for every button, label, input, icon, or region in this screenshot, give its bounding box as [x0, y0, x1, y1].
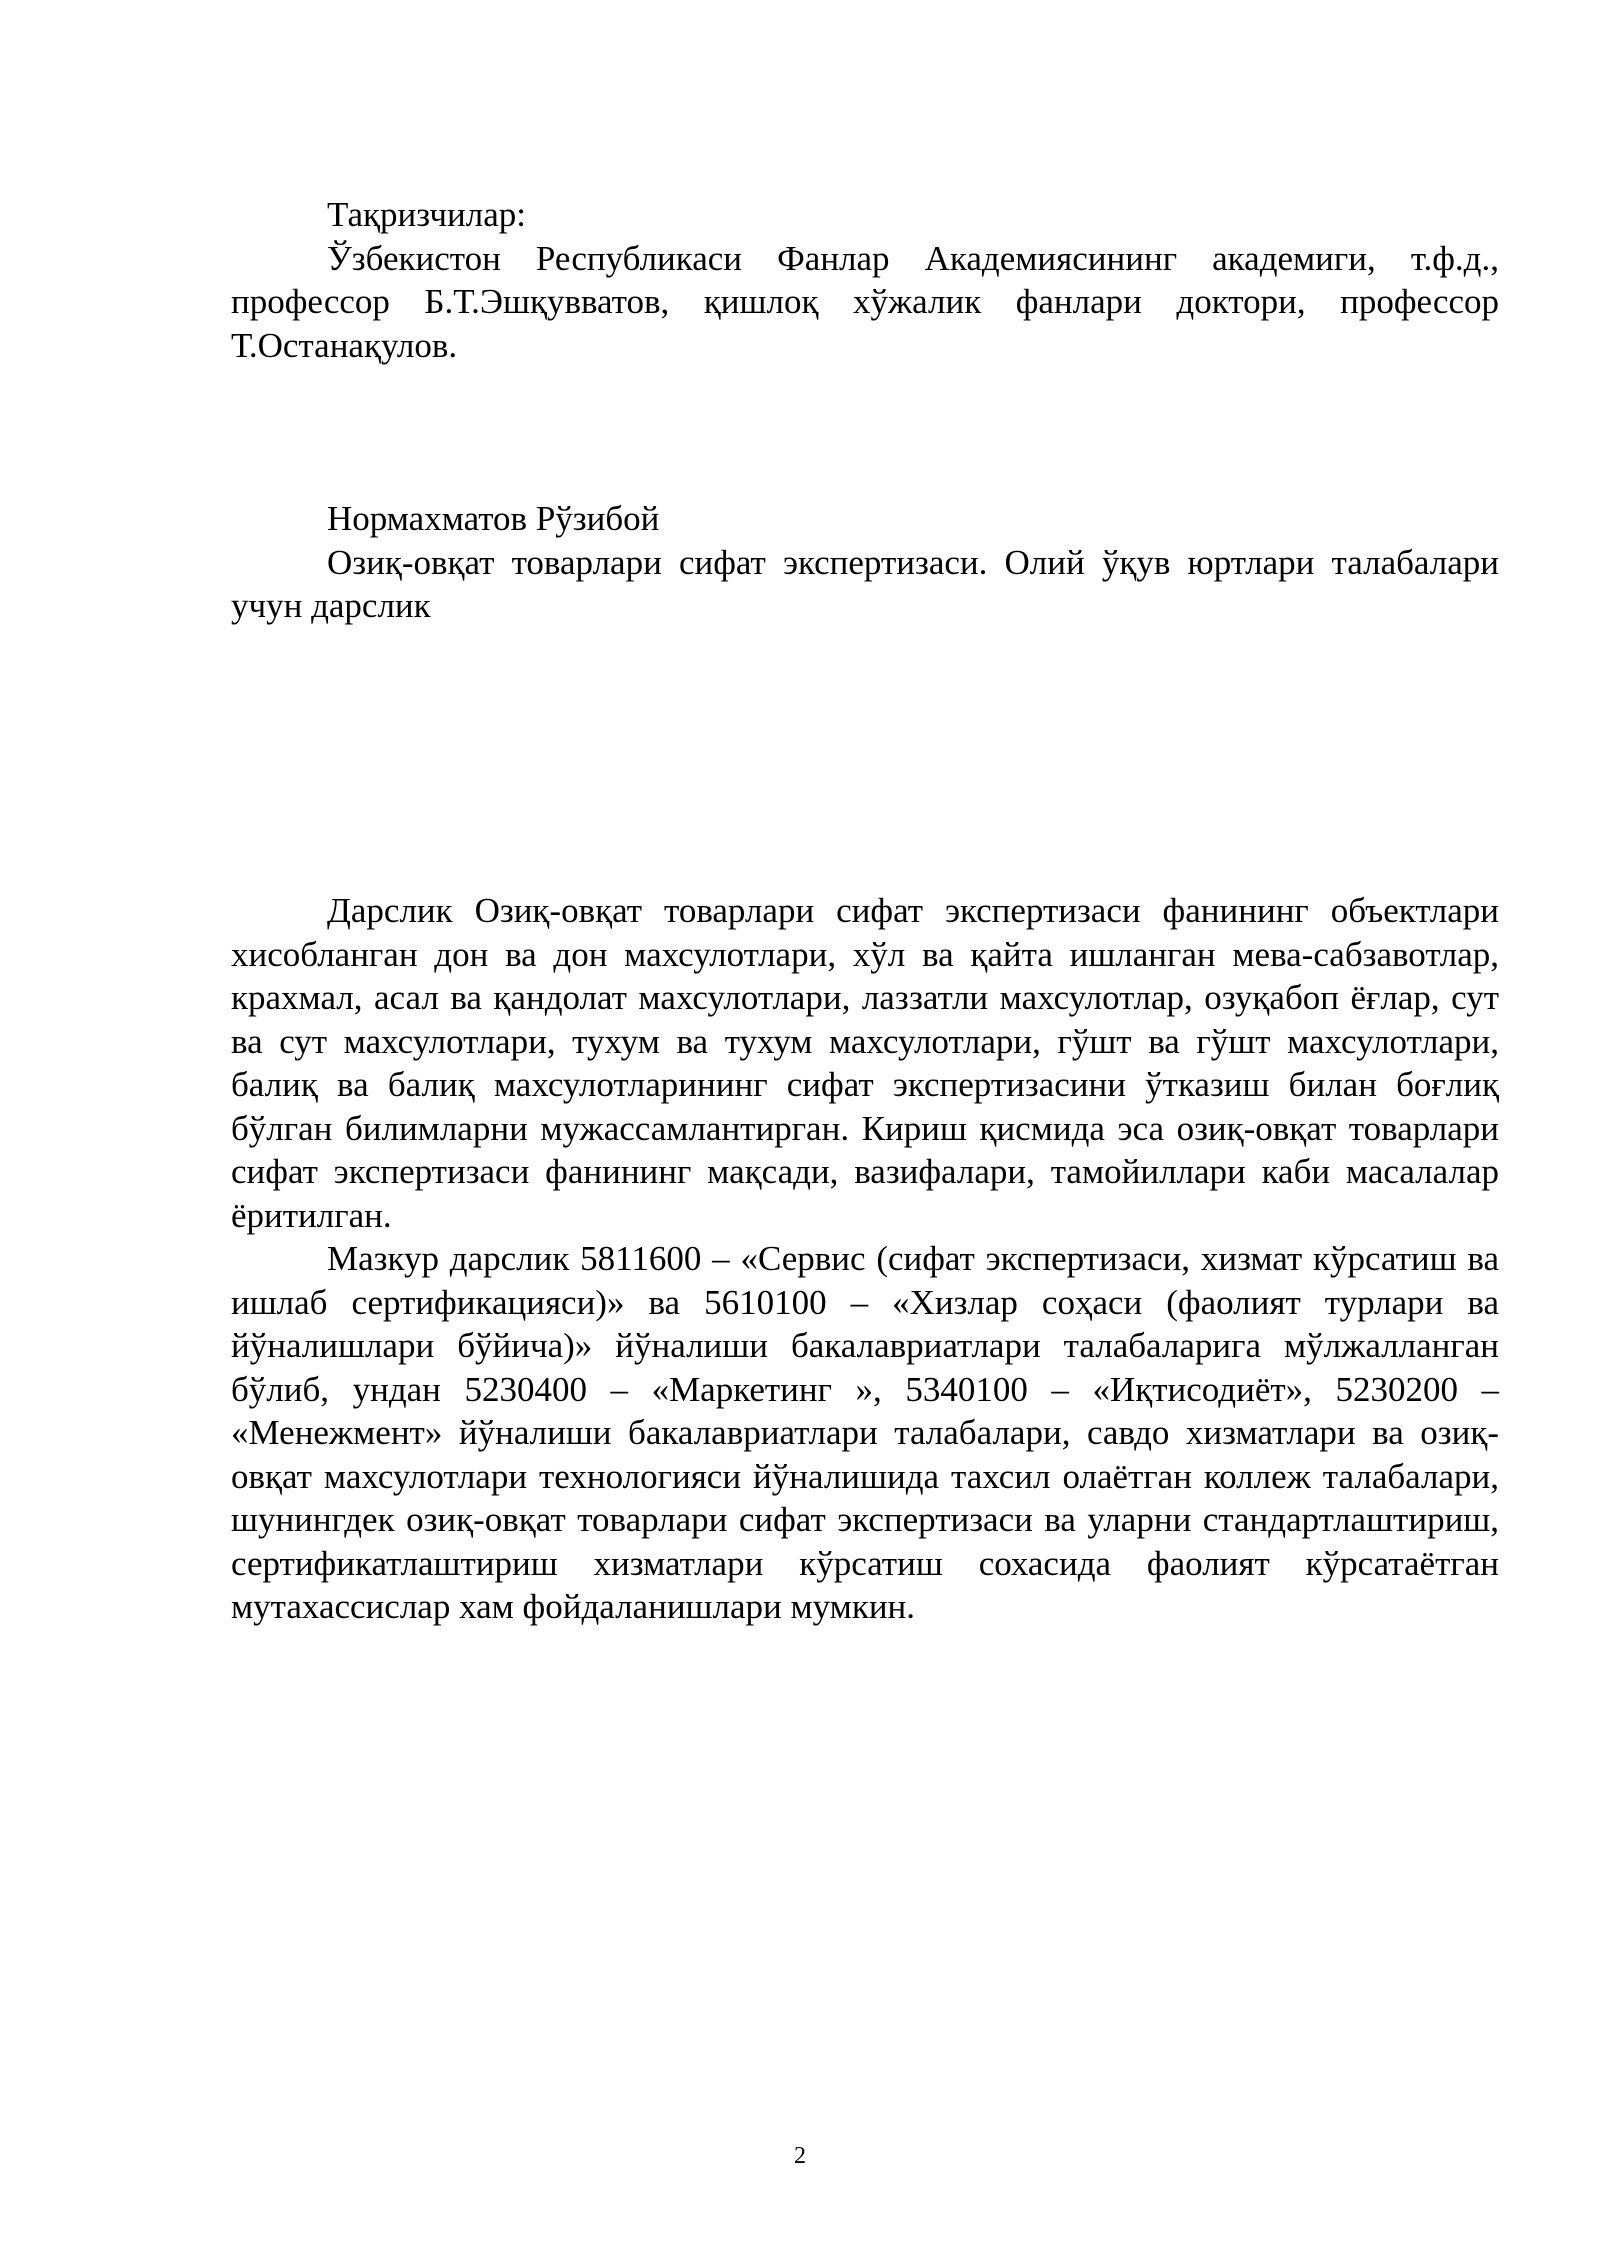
author-section — [231, 497, 1499, 628]
book-title: Озиқ-овқат товарлари сифат экспертизаси. Олий ўқув юртлари талабалари учун дарслик — [231, 542, 1499, 625]
annotation-paragraph-1: Дарслик Озиқ-овқат товарлари сифат экспертизаси фанининг объектлари хисобланган дон ва дон махсулотлари, хўл ва қайта ишланган мева-сабзавотлар, крахмал, асал ва қандолат махсулотлари, лаззатли махсулотлар, озуқабоп ёғлар, сут ва сут махсулотлари, тухум ва тухум махсулотлари, гўшт ва гўшт махсулотлари, балиқ ва балиқ махсулотларининг сифат экспертизасини ўтказиш билан боғлиқ бўлган билимларни мужассамлантирган. Кириш қисмида эса озиқ-овқат товарлари сифат экспертизаси фанининг мақсади, вазифалари, тамойиллари каби масалалар ёритилган. — [231, 891, 1499, 1235]
page-number: 2 — [794, 2143, 806, 2169]
annotation-paragraph-2: Мазкур дарслик 5811600 – «Сервис (сифат экспертизаси, хизмат кўрсатиш ва ишлаб сертификацияси)» ва 5610100 – «Хизлар соҳаси (фаолият турлари ва йўналишлари бўйича)» йўналиши бакалавриатлари талабаларига мўлжалланган бўлиб, ундан 5230400 – «Маркетинг », 5340100 – «Иқтисодиёт», 5230200 – «Менежмент» йўналиши бакалавриатлари талабалари, савдо хизматлари ва озиқ-овқат махсулотлари технологияси йўналишида тахсил олаётган коллеж талабалари, шунингдек озиқ-овқат товарлари сифат экспертизаси ва уларни стандартлаштириш, сертификатлаштириш хизматлари кўрсатиш сохасида фаолият кўрсатаётган мутахассислар хам фойдаланишлари мумкин. — [231, 1239, 1499, 1626]
reviewers-section — [231, 193, 1499, 367]
author-name: Нормахматов Рўзибой — [327, 499, 660, 538]
reviewers-text: Ўзбекистон Республикаси Фанлар Академиясининг академиги, т.ф.д., профессор Б.Т.Эшқувватов, қишлоқ хўжалик фанлари доктори, профессор Т.Останақулов. — [231, 238, 1499, 365]
reviewers-heading: Тақризчилар: — [327, 195, 526, 234]
annotation-section — [231, 889, 1499, 1629]
